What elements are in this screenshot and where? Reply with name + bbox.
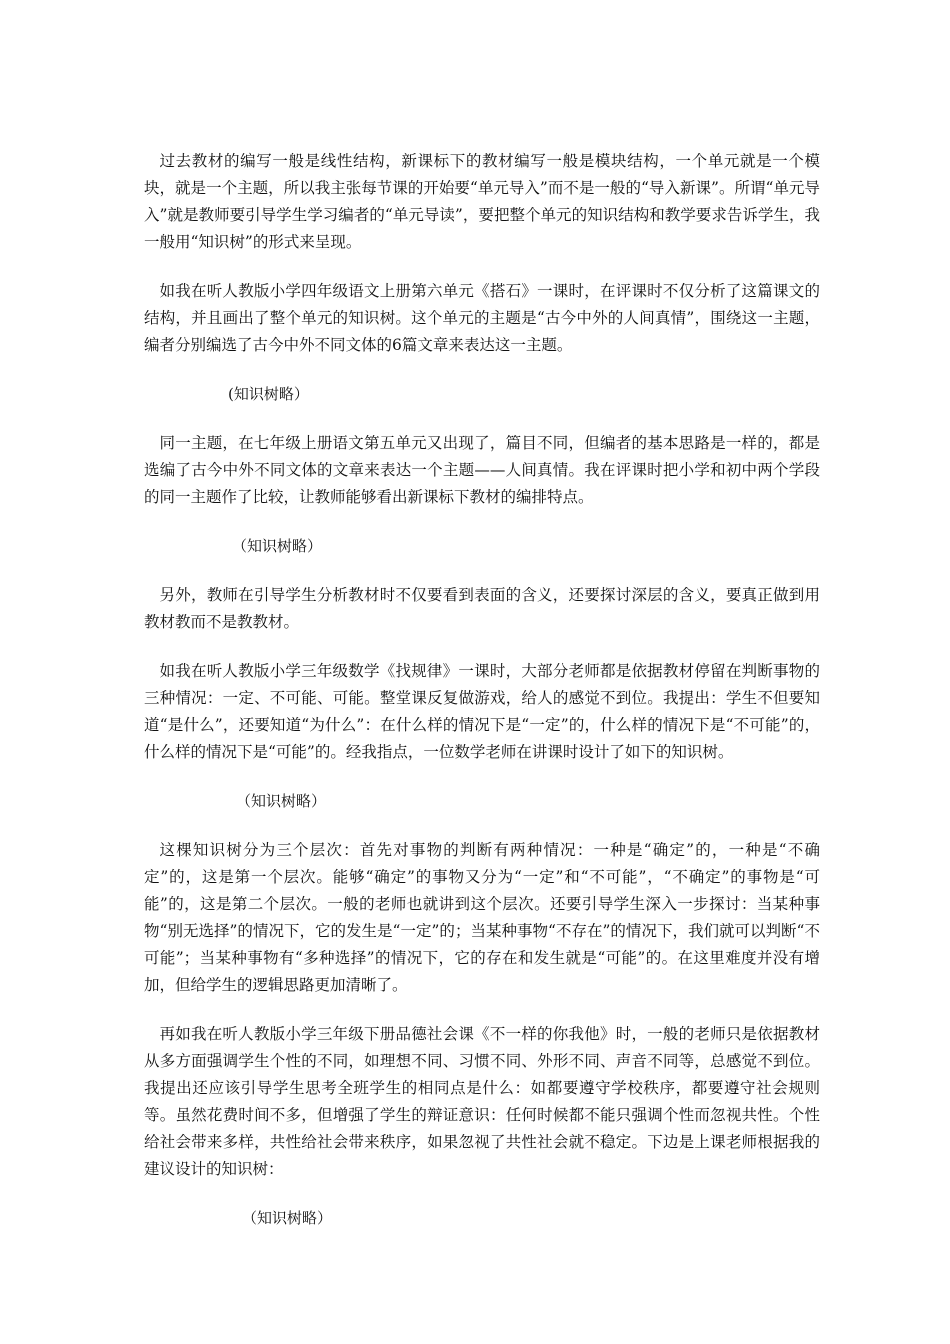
paragraph-deep-meaning: 另外，教师在引导学生分析教材时不仅要看到表面的含义，还要探讨深层的含义，要真正做到用教材教而不是教教材。 bbox=[144, 586, 820, 631]
knowledge-tree-note: （知识树略） bbox=[242, 1209, 333, 1227]
paragraph-grade7-comparison: 同一主题，在七年级上册语文第五单元又出现了，篇目不同，但编者的基本思路是一样的，都是选编了古今中外不同文体的文章来表达一个主题——人间真情。我在评课时把小学和初中两个学段的同一主题作了比较，让教师能够看出新课标下教材的编排特点。 bbox=[144, 434, 820, 506]
paragraph-unit-intro: 过去教材的编写一般是线性结构，新课标下的教材编写一般是模块结构，一个单元就是一个模块，就是一个主题，所以我主张每节课的开始要“单元导入”而不是一般的“导入新课”。所谓“单元导入”就是教师要引导学生学习编者的“单元导读”，要把整个单元的知识结构和教学要求告诉学生，我一般用“知识树”的形式来呈现。 bbox=[144, 152, 820, 251]
document-body bbox=[144, 148, 820, 1254]
knowledge-tree-note: (知识树略） bbox=[228, 385, 309, 403]
paragraph-tree-levels: 这棵知识树分为三个层次：首先对事物的判断有两种情况：一种是“确定”的，一种是“不确定”的，这是第一个层次。能够“确定”的事物又分为“一定”和“不可能”，“不确定”的事物是“可能”的，这是第二个层次。一般的老师也就讲到这个层次。还要引导学生深入一步探讨：当某种事物“别无选择”的情况下，它的发生是“一定”的；当某种事物“不存在”的情况下，我们就可以判断“不可能”；当某种事物有“多种选择”的情况下，它的存在和发生就是“可能”的。在这里难度并没有增加，但给学生的逻辑思路更加清晰了。 bbox=[144, 841, 820, 994]
knowledge-tree-note: （知识树略） bbox=[232, 537, 323, 555]
paragraph-moral-example: 再如我在听人教版小学三年级下册品德社会课《不一样的你我他》时，一般的老师只是依据教材从多方面强调学生个性的不同，如理想不同、习惯不同、外形不同、声音不同等，总感觉不到位。我提出还应该引导学生思考全班学生的相同点是什么：如都要遵守学校秩序，都要遵守社会规则等。虽然花费时间不多，但增强了学生的辩证意识：任何时候都不能只强调个性而忽视共性。个性给社会带来多样，共性给社会带来秩序，如果忽视了共性社会就不稳定。下边是上课老师根据我的建议设计的知识树： bbox=[144, 1025, 820, 1178]
knowledge-tree-note: （知识树略） bbox=[236, 792, 327, 810]
paragraph-math-example: 如我在听人教版小学三年级数学《找规律》一课时，大部分老师都是依据教材停留在判断事物的三种情况：一定、不可能、可能。整堂课反复做游戏，给人的感觉不到位。我提出：学生不但要知道“是什么”，还要知道“为什么”：在什么样的情况下是“一定”的，什么样的情况下是“不可能”的，什么样的情况下是“可能”的。经我指点，一位数学老师在讲课时设计了如下的知识树。 bbox=[144, 662, 820, 761]
paragraph-dashi-example: 如我在听人教版小学四年级语文上册第六单元《搭石》一课时，在评课时不仅分析了这篇课文的结构，并且画出了整个单元的知识树。这个单元的主题是“古今中外的人间真情”，围绕这一主题，编者分别编选了古今中外不同文体的6篇文章来表达这一主题。 bbox=[144, 282, 820, 354]
